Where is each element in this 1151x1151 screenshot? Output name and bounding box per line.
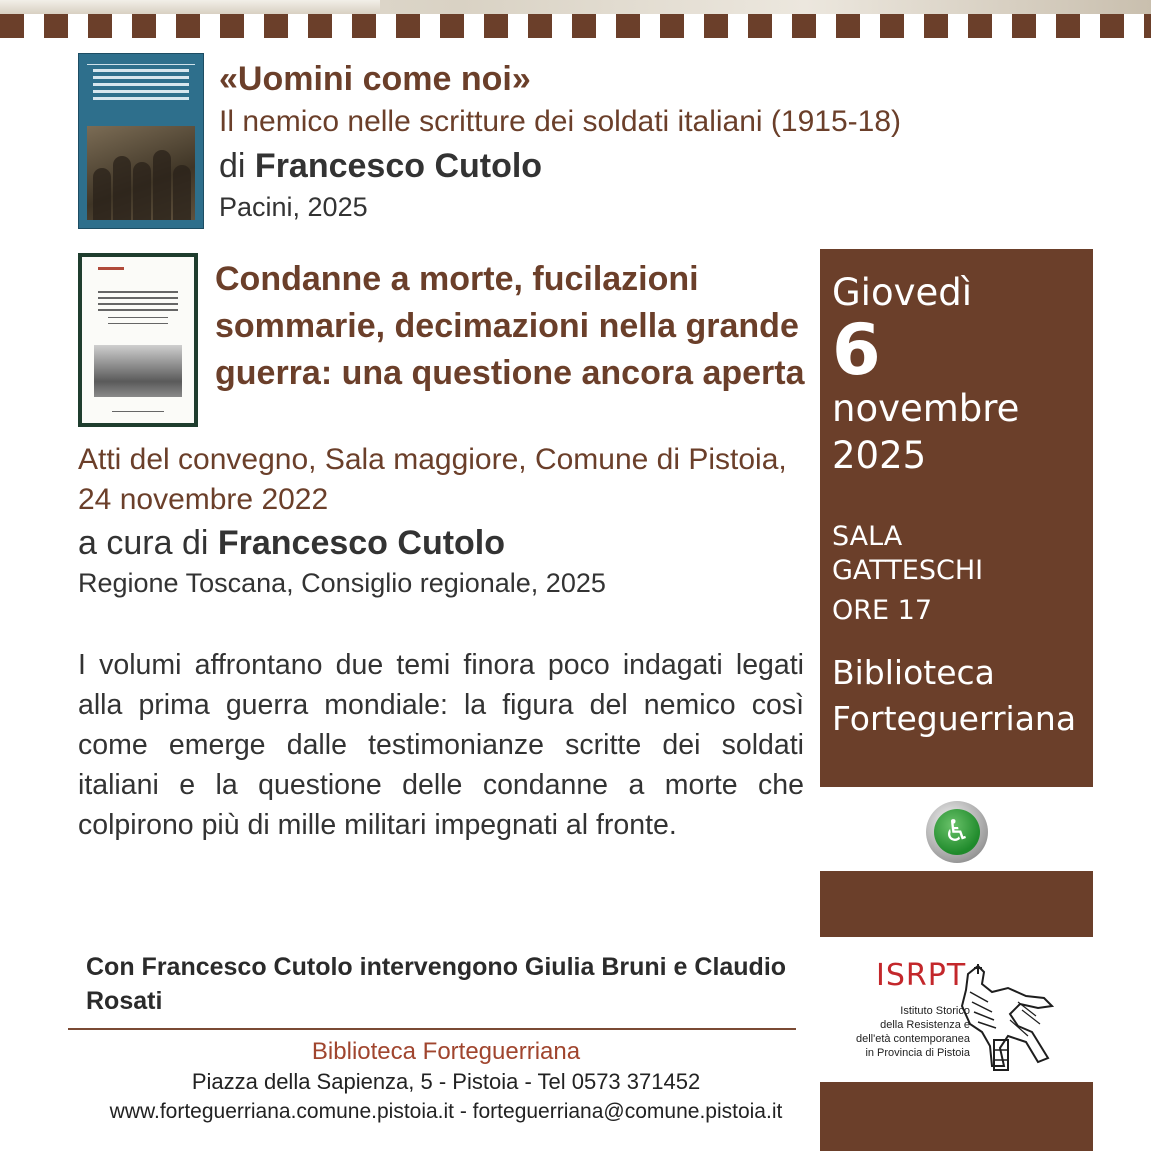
event-info-panel (820, 249, 1093, 787)
cover-photo (87, 126, 195, 220)
book2-editor-line: a cura di Francesco Cutolo (78, 524, 506, 562)
event-date-number: 6 (832, 309, 881, 391)
isrpt-horse-rider-icon (948, 962, 1056, 1072)
event-venue-line2: GATTESCHI (832, 555, 984, 586)
book2-editor: Francesco Cutolo (217, 524, 506, 562)
event-place-line1: Biblioteca (832, 653, 995, 692)
event-place-line2: Forteguerriana (832, 699, 1077, 738)
decorative-brown-bar (820, 871, 1093, 937)
event-month: novembre (832, 387, 1020, 430)
wheelchair-accessible-icon: ♿ (926, 801, 988, 863)
isrpt-logo-acronym: ISRPT (876, 958, 967, 993)
decorative-brown-bar-bottom (820, 1082, 1093, 1151)
description-paragraph: I volumi affrontano due temi finora poco indagati legati alla prima guerra mondiale: la figura del nemico così come emerge dalle testimonianze scritte dei soldati italiani e la questione delle condanne a morte che colpirono più di mille militari impegnati al fronte. (78, 649, 804, 841)
cover-photo (94, 345, 182, 397)
speakers-note: Con Francesco Cutolo intervengono Giulia Bruni e Claudio Rosati (86, 953, 787, 1015)
footer-contacts: www.forteguerriana.comune.pistoia.it - forteguerriana@comune.pistoia.it (109, 1100, 783, 1123)
header-checker-pattern (0, 14, 1151, 38)
footer-library-name: Biblioteca Forteguerriana (311, 1038, 581, 1065)
event-venue-line1: SALA (832, 521, 903, 552)
book1-author: Francesco Cutolo (254, 147, 543, 185)
book-cover-uomini-come-noi-icon (78, 53, 204, 229)
isrpt-logo-text: Istituto Storico della Resistenza e dell'età contemporanea in Provincia di Pistoia (855, 1005, 970, 1059)
book1-author-line: di Francesco Cutolo (219, 147, 543, 185)
book1-publisher: Pacini, 2025 (219, 192, 368, 222)
header-photo-strip (0, 0, 380, 14)
book-cover-condanne-a-morte-icon (78, 253, 198, 427)
book1-title: «Uomini come noi» (219, 60, 531, 98)
book1-subtitle: Il nemico nelle scritture dei soldati italiani (1915-18) (219, 105, 902, 138)
footer-divider (68, 1028, 796, 1030)
book2-subtitle: Atti del convegno, Sala maggiore, Comune di Pistoia, 24 novembre 2022 (78, 443, 787, 516)
event-year: 2025 (832, 434, 927, 477)
book2-title: Condanne a morte, fucilazioni sommarie, decimazioni nella grande guerra: una questione ancora aperta (215, 260, 805, 392)
book2-publisher: Regione Toscana, Consiglio regionale, 2025 (78, 568, 606, 598)
event-day: Giovedì (832, 271, 973, 314)
footer-address: Piazza della Sapienza, 5 - Pistoia - Tel 0573 371452 (191, 1069, 701, 1094)
event-time: ORE 17 (832, 595, 933, 626)
header-decoration (0, 0, 1151, 38)
